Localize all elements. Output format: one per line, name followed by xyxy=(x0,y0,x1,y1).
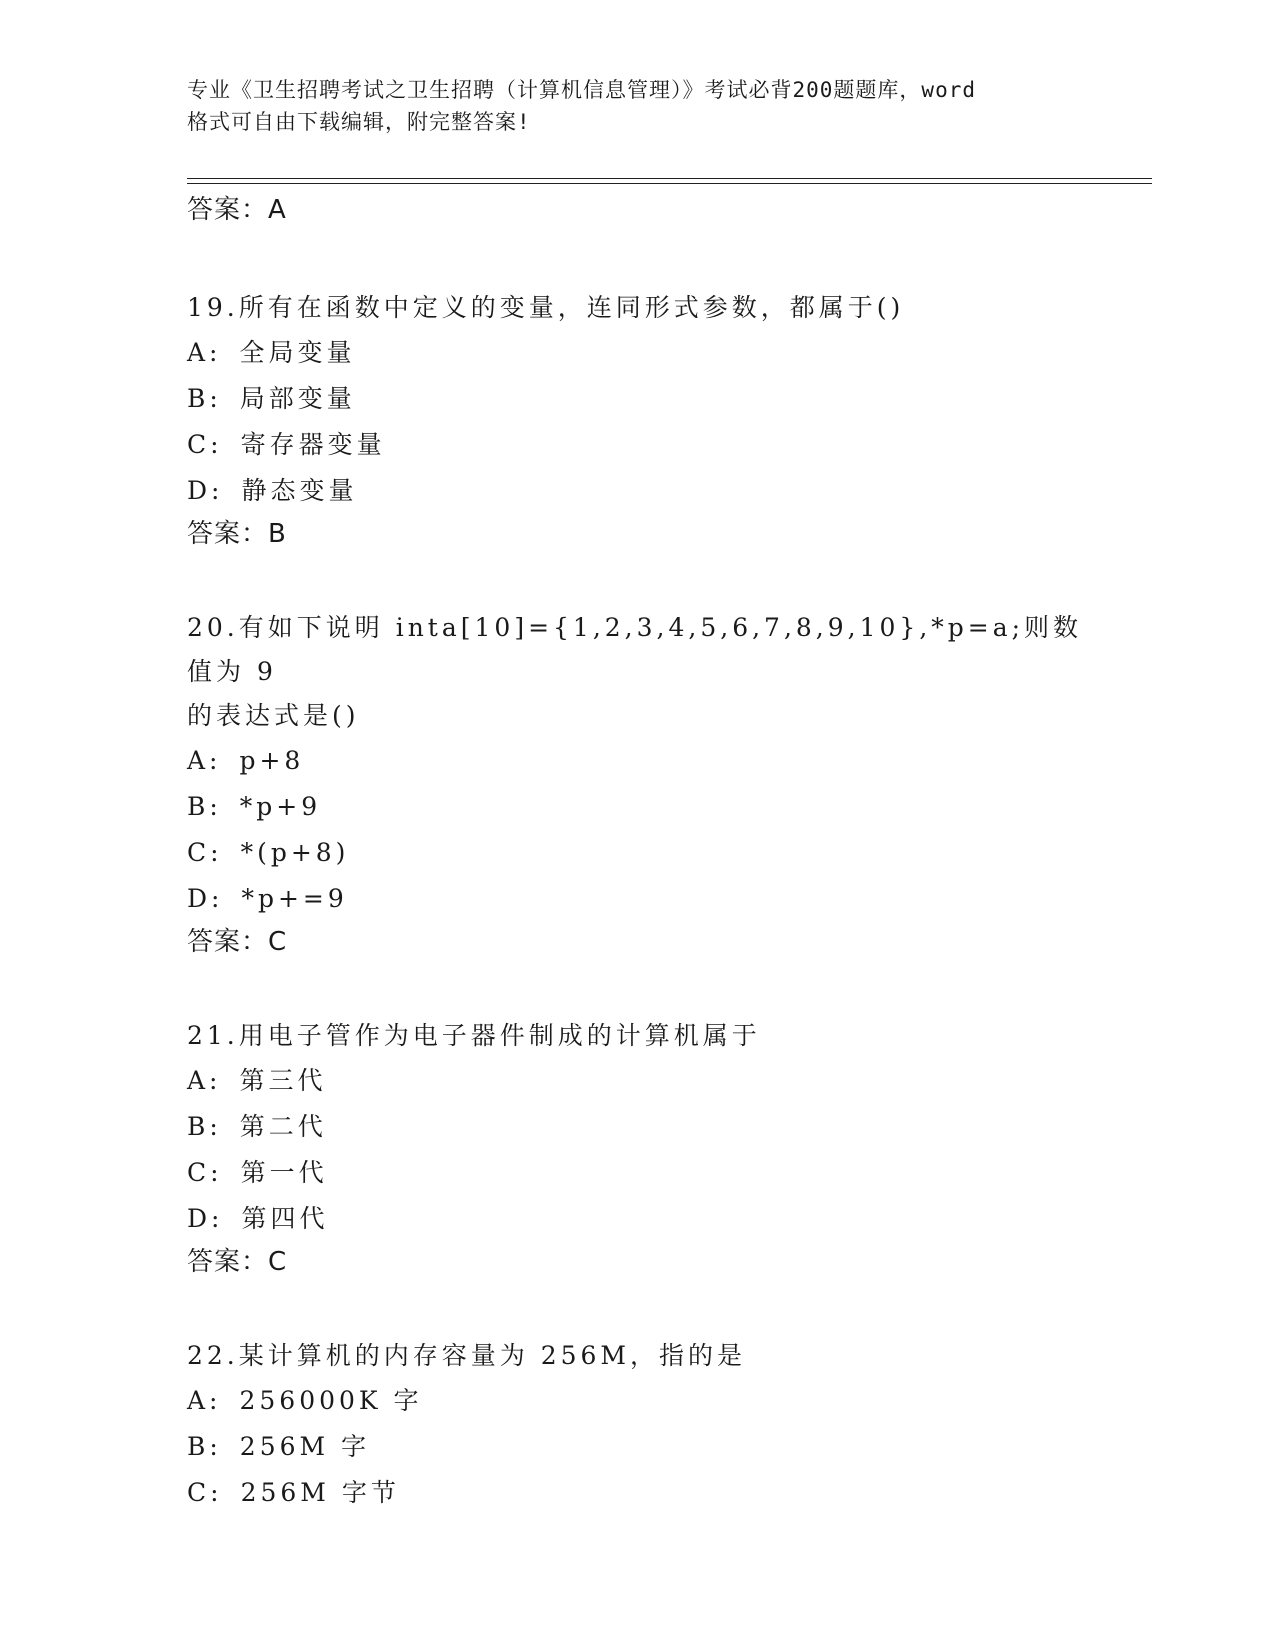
option-text: 256000K 字 xyxy=(239,1386,423,1415)
answer-option xyxy=(187,376,1107,422)
question-text: 19.所有在函数中定义的变量，连同形式参数，都属于() xyxy=(187,293,905,322)
answer-option xyxy=(187,1470,1107,1516)
option-text: 静态变量 xyxy=(241,476,358,505)
option-label: D: xyxy=(187,1204,224,1233)
answer-option xyxy=(187,830,1107,876)
option-text: 256M 字 xyxy=(239,1432,371,1461)
option-label: B: xyxy=(187,1112,222,1141)
answer-option xyxy=(187,876,1107,922)
option-text: *p+9 xyxy=(239,792,322,821)
document-body xyxy=(187,190,1107,1568)
option-label: A: xyxy=(187,1066,222,1095)
option-text: 第一代 xyxy=(240,1158,328,1187)
option-text: 256M 字节 xyxy=(240,1478,400,1507)
answer-line: 答案：C xyxy=(187,927,288,957)
option-label: A: xyxy=(187,746,222,775)
option-label: D: xyxy=(187,476,224,505)
answer-option xyxy=(187,1424,1107,1470)
document-header xyxy=(187,74,1087,138)
option-label: C: xyxy=(187,1478,223,1507)
answer-option xyxy=(187,1058,1107,1104)
answer-option xyxy=(187,784,1107,830)
answer-option xyxy=(187,1378,1107,1424)
question-text: 22.某计算机的内存容量为 256M，指的是 xyxy=(187,1341,747,1370)
option-label: B: xyxy=(187,384,222,413)
header-divider-bottom xyxy=(187,183,1152,184)
answer-option xyxy=(187,1196,1107,1242)
answer-option xyxy=(187,330,1107,376)
answer-option xyxy=(187,468,1107,514)
option-label: C: xyxy=(187,430,223,459)
option-text: *p+=9 xyxy=(241,884,348,913)
option-label: A: xyxy=(187,1386,222,1415)
question-list xyxy=(187,286,1107,1516)
answer-option xyxy=(187,1150,1107,1196)
answer-line: 答案：C xyxy=(187,1247,288,1277)
header-line-2: 格式可自由下载编辑，附完整答案! xyxy=(187,110,531,134)
option-label: B: xyxy=(187,1432,222,1461)
question-block xyxy=(187,286,1107,554)
question-block xyxy=(187,1334,1107,1516)
option-text: 第二代 xyxy=(239,1112,327,1141)
question-block xyxy=(187,606,1107,962)
answer-line: 答案：A xyxy=(187,195,287,225)
option-label: B: xyxy=(187,792,222,821)
option-text: 局部变量 xyxy=(239,384,356,413)
option-text: 寄存器变量 xyxy=(240,430,386,459)
question-text: 20.有如下说明 inta[10]={1,2,3,4,5,6,7,8,9,10},*p=a;则数值为 9 xyxy=(187,613,1083,686)
answer-option xyxy=(187,1104,1107,1150)
option-label: A: xyxy=(187,338,222,367)
question-block xyxy=(187,1014,1107,1282)
option-text: 全局变量 xyxy=(239,338,356,367)
header-line-1: 专业《卫生招聘考试之卫生招聘（计算机信息管理）》考试必背200题题库，word xyxy=(187,78,976,102)
answer-option xyxy=(187,422,1107,468)
option-text: p+8 xyxy=(239,746,305,775)
option-label: C: xyxy=(187,838,223,867)
header-divider-top xyxy=(187,178,1152,179)
answer-option xyxy=(187,738,1107,784)
option-text: 第四代 xyxy=(241,1204,329,1233)
option-label: C: xyxy=(187,1158,223,1187)
option-text: *(p+8) xyxy=(240,838,350,867)
question-text: 21.用电子管作为电子器件制成的计算机属于 xyxy=(187,1021,761,1050)
option-text: 第三代 xyxy=(239,1066,327,1095)
answer-line: 答案：B xyxy=(187,519,287,549)
question-text: 的表达式是() xyxy=(187,701,360,730)
option-label: D: xyxy=(187,884,224,913)
